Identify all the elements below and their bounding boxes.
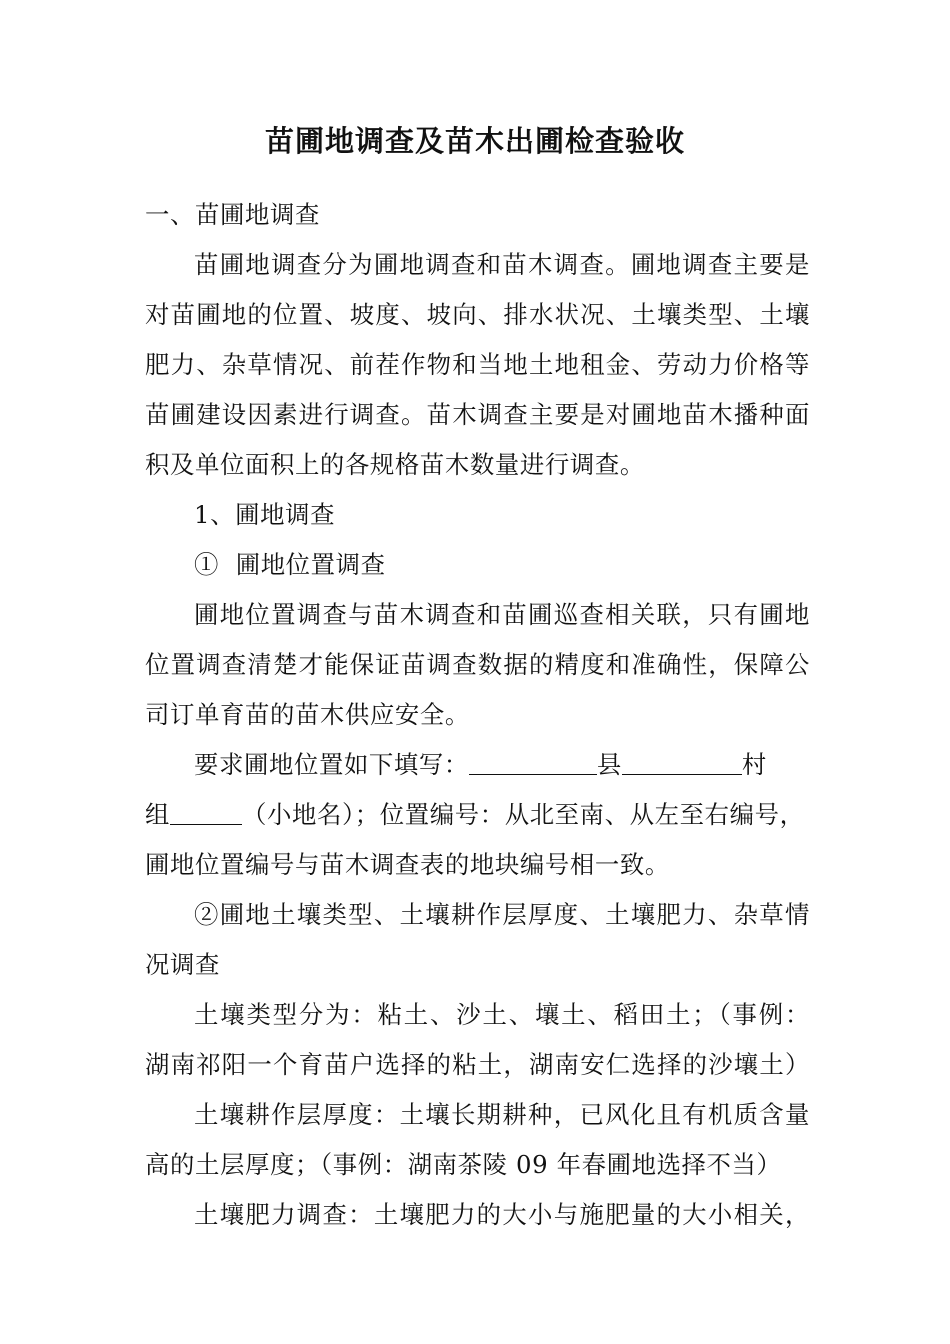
item-heading: ②圃地土壤类型、土壤耕作层厚度、土壤肥力、杂草情 bbox=[194, 900, 810, 929]
paragraph-line: 积及单位面积上的各规格苗木数量进行调查。 bbox=[145, 450, 645, 479]
county-blank[interactable] bbox=[469, 744, 597, 775]
paragraph-line: 司订单育苗的苗木供应安全。 bbox=[145, 700, 470, 729]
form-line-rest: （小地名）；位置编号：从北至南、从左至右编号， bbox=[242, 800, 805, 829]
paragraph-line: 肥力、杂草情况、前茬作物和当地土地租金、劳动力价格等 bbox=[145, 350, 810, 379]
form-line bbox=[145, 790, 810, 840]
paragraph-line: 圃地位置编号与苗木调查表的地块编号相一致。 bbox=[145, 850, 670, 879]
document-title: 苗圃地调查及苗木出圃检查验收 bbox=[264, 124, 685, 158]
paragraph-line: 苗圃地调查分为圃地调查和苗木调查。圃地调查主要是 bbox=[194, 250, 810, 279]
paragraph-line: 圃地位置调查与苗木调查和苗圃巡查相关联，只有圃地 bbox=[194, 600, 810, 629]
paragraph-line: 土壤耕作层厚度：土壤长期耕种，已风化且有机质含量 bbox=[194, 1100, 810, 1129]
paragraph-line: 对苗圃地的位置、坡度、坡向、排水状况、土壤类型、土壤 bbox=[145, 300, 810, 329]
paragraph-line: 土壤类型分为：粘土、沙土、壤土、稻田土；（事例： bbox=[194, 1000, 810, 1029]
paragraph-line: 高的土层厚度；（事例：湖南茶陵 09 年春圃地选择不当） bbox=[145, 1150, 782, 1179]
village-blank[interactable] bbox=[622, 744, 742, 775]
village-label: 村 bbox=[741, 750, 767, 779]
group-blank[interactable] bbox=[170, 794, 242, 825]
form-prefix: 要求圃地位置如下填写： bbox=[194, 750, 469, 779]
section-heading: 一、苗圃地调查 bbox=[145, 200, 320, 229]
subsection-heading: 1、圃地调查 bbox=[194, 500, 336, 529]
paragraph-line: 土壤肥力调查：土壤肥力的大小与施肥量的大小相关， bbox=[194, 1200, 810, 1229]
county-label: 县 bbox=[596, 750, 622, 779]
paragraph-line: 湖南祁阳一个育苗户选择的粘土，湖南安仁选择的沙壤土） bbox=[145, 1050, 810, 1079]
paragraph-line: 位置调查清楚才能保证苗调查数据的精度和准确性，保障公 bbox=[145, 650, 810, 679]
form-line bbox=[194, 740, 810, 790]
item-heading: ① 圃地位置调查 bbox=[194, 550, 386, 579]
item-heading: 况调查 bbox=[145, 950, 220, 979]
paragraph-line: 苗圃建设因素进行调查。苗木调查主要是对圃地苗木播种面 bbox=[145, 400, 810, 429]
group-label: 组 bbox=[145, 800, 170, 829]
